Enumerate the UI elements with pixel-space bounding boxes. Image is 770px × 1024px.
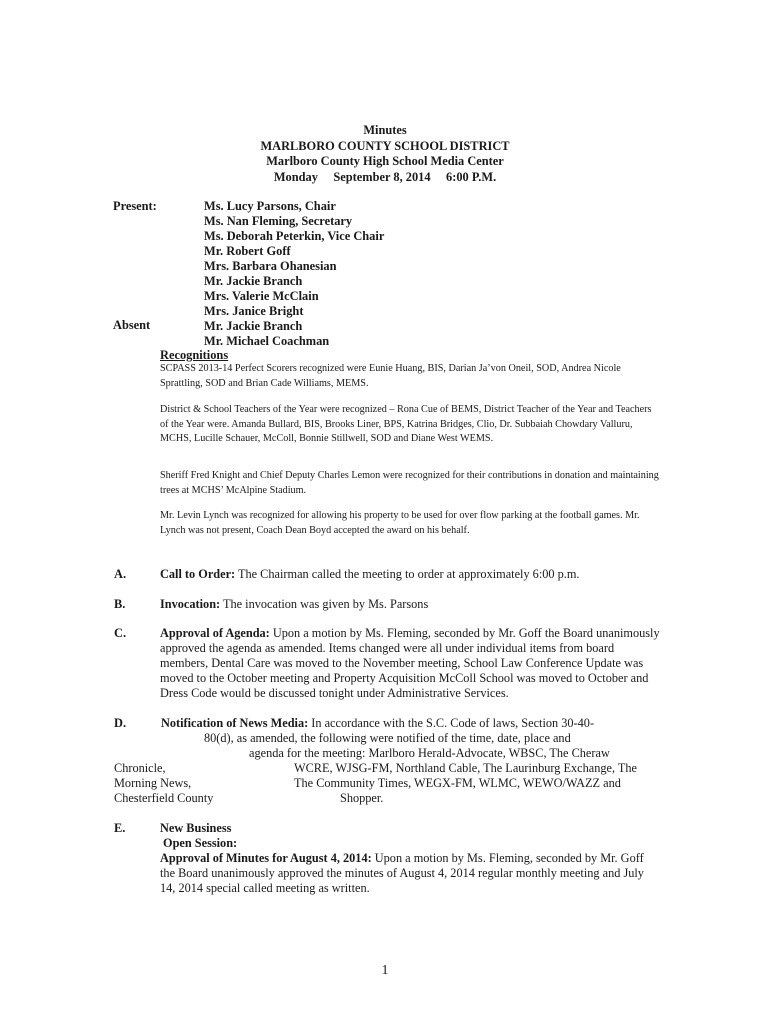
attendee: Mr. Robert Goff (204, 244, 291, 258)
item-heading: Notification of News Media: (161, 716, 309, 730)
recognition-paragraph: District & School Teachers of the Year were recognized – Rona Cue of BEMS, District Teacher of the Year and Teachers of the Year were. Amanda Bullard, BIS, Brooks Liner, BPS, Katrina Bridges, Clio, Dr. Subbaiah Chowdary Valluru, MCHS, Lucille Schauer, McColl, Bonnie Stillwell, SOD and Diane West WEMS. (160, 404, 652, 444)
recognition-paragraph: SCPASS 2013-14 Perfect Scorers recognized were Eunie Huang, BIS, Darian Ja’von Oneil, SOD, Andrea Nicole Sprattling, SOD and Brian Cade Williams, MEMS. (160, 363, 621, 389)
news-media-col2: WCRE, WJSG-FM, Northland Cable, The Laurinburg Exchange, The (294, 761, 638, 775)
item-heading: Approval of Agenda: (160, 626, 270, 640)
attendee: Mrs. Barbara Ohanesian (204, 259, 337, 273)
attendee: Mrs. Valerie McClain (204, 289, 319, 303)
recognition-paragraph: Mr. Levin Lynch was recognized for allowing his property to be used for over flow parking at the football games. Mr. Lynch was not present, Coach Dean Boyd accepted the award on his behalf. (160, 510, 640, 536)
minutes-header (0, 123, 770, 185)
item-text: In accordance with the S.C. Code of laws, Section 30-40- (308, 716, 595, 730)
present-label: Present: (113, 199, 157, 213)
attendee: Mrs. Janice Bright (204, 304, 304, 318)
item-text: The Chairman called the meeting to order at approximately 6:00 p.m. (235, 567, 580, 581)
attendee-list (204, 199, 384, 349)
news-media-line-1 (161, 716, 594, 731)
news-media-line-2: 80(d), as amended, the following were notified of the time, date, place and (204, 731, 571, 745)
news-media-line-3: agenda for the meeting: Marlboro Herald-Advocate, WBSC, The Cheraw (249, 746, 610, 760)
item-letter-e: E. (114, 821, 126, 835)
attendee: Mr. Jackie Branch (204, 274, 303, 288)
news-media-col2: The Community Times, WEGX-FM, WLMC, WEWO/WAZZ and (294, 776, 621, 790)
item-heading: Call to Order: (160, 567, 236, 581)
item-approval-of-agenda (160, 626, 660, 701)
recognitions-title: Recognitions (160, 348, 229, 362)
header-district: MARLBORO COUNTY SCHOOL DISTRICT (260, 138, 510, 153)
absent-label: Absent (113, 318, 151, 332)
news-media-col2: Shopper. (340, 791, 384, 805)
new-business-heading: New Business (160, 821, 232, 835)
item-text: Upon a motion by Ms. Fleming, seconded by Mr. Goff the Board unanimously approved the agenda as amended. Items changed were all under individual items from board members, Dental Care was moved to the November meeting, School Law Conference Update was moved to the October meeting and Property Acquisition McColl School was moved to October and Dress Code would be discussed tonight under Administrative Services. (160, 626, 660, 700)
item-call-to-order (160, 567, 660, 582)
approval-of-minutes (160, 851, 660, 896)
header-minutes: Minutes (363, 123, 407, 137)
absentee: Mr. Michael Coachman (204, 334, 330, 348)
news-media-col1: Morning News, (114, 776, 192, 790)
item-heading: Invocation: (160, 597, 221, 611)
item-text: The invocation was given by Ms. Parsons (220, 597, 429, 611)
header-location: Marlboro County High School Media Center (266, 154, 504, 168)
open-session-heading: Open Session: (163, 836, 238, 850)
attendee: Ms. Nan Fleming, Secretary (204, 214, 353, 228)
attendee: Ms. Deborah Peterkin, Vice Chair (204, 229, 385, 243)
absentee: Mr. Jackie Branch (204, 319, 303, 333)
item-letter-d: D. (114, 716, 127, 730)
item-new-business (160, 821, 660, 896)
item-invocation (160, 597, 660, 612)
news-media-col1: Chesterfield County (114, 791, 214, 805)
page-number: 1 (381, 963, 389, 978)
item-letter-b: B. (114, 597, 126, 611)
recognition-paragraph: Sheriff Fred Knight and Chief Deputy Charles Lemon were recognized for their contributions in donation and maintaining trees at MCHS’ McAlpine Stadium. (160, 470, 659, 496)
item-heading: Approval of Minutes for August 4, 2014: (160, 851, 372, 865)
item-letter-c: C. (114, 626, 127, 640)
news-media-col1: Chronicle, (114, 761, 166, 775)
item-letter-a: A. (114, 567, 127, 581)
attendee: Ms. Lucy Parsons, Chair (204, 199, 336, 213)
item-text: Upon a motion by Ms. Fleming, seconded by Mr. Goff the Board unanimously approved the minutes of August 4, 2014 regular monthly meeting and July 14, 2014 special called meeting as written. (160, 851, 644, 895)
header-date: Monday September 8, 2014 6:00 P.M. (273, 169, 497, 184)
